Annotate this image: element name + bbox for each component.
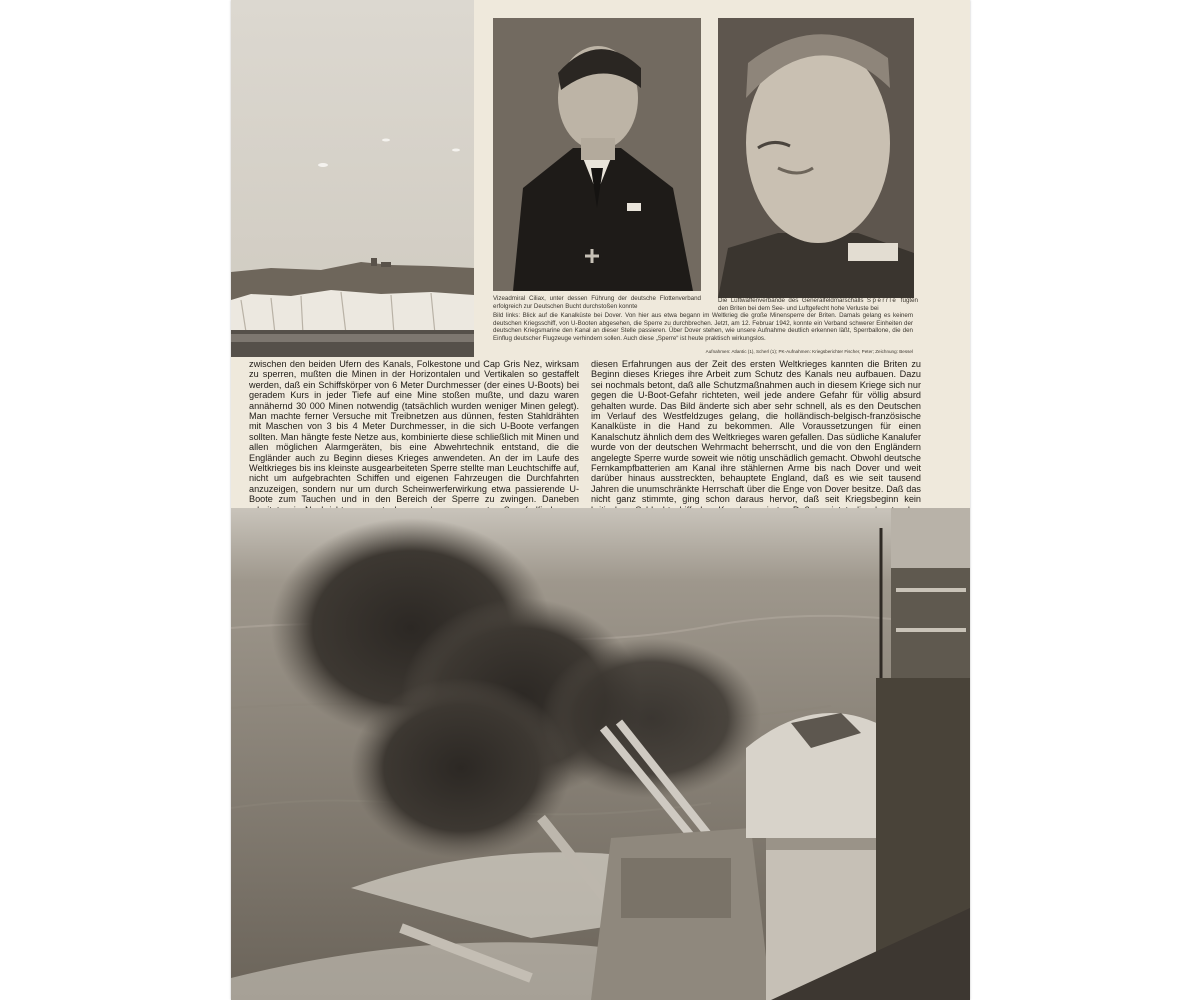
general-caption xyxy=(718,297,918,312)
magazine-page xyxy=(231,0,970,1000)
photo-credits: Aufnahmen: Atlantic (1), Scherl (1); PK-Aufnahmen: Kriegsberichter Fischer, Peter; Zeichnung: Bessel xyxy=(705,349,913,354)
general-portrait-photo xyxy=(718,18,914,298)
admiral-portrait-photo xyxy=(493,18,701,291)
dover-caption: Bild links: Blick auf die Kanalküste bei Dover. Von hier aus etwa begann im Weltkrieg die große Minensperre der Briten. Damals gelang es keinem deutschen Kriegsschiff, von U-Booten abgesehen, die Sperre zu durchbrechen. Jetzt, am 12. Februar 1942, konnte ein Verband schwerer Einheiten der deutschen Kriegsmarine den Kanal an dieser Stelle passieren. Über Dover stehen, wie unsere Aufnahme deutlich erkennen läßt, Sperrballone, die den Einflug deutscher Flugzeuge verhindern sollen. Auch diese „Sperre“ ist heute praktisch wirkungslos. xyxy=(493,312,913,342)
battleship-firing-image xyxy=(231,508,970,1000)
admiral-portrait-image xyxy=(493,18,701,291)
general-portrait-image xyxy=(718,18,914,298)
article-right-text-before: diesen Erfahrungen aus der Zeit des ersten Weltkrieges kannten die Briten zu Beginn dieses Krieges ihre Arbeit zum Schutz des Kanals neu aufbauen. Dazu sei nochmals betont, daß alle Schutzmaßnahmen auch in diesem Kriege sich nur gegen die U-Boot-Gefahr richteten, weil jede andere Gefahr für völlig absurd gehalten wurde. Das Bild änderte sich aber sehr schnell, als es den Deutschen im Verlauf des Westfeldzuges gelang, die holländisch-belgisch-französische Kanalküste in die Hand zu bekommen. Alle Voraussetzungen für einen Kanalschutz ähnlich dem des Weltkrieges waren gefallen. Das südliche Kanalufer wurde von der deutschen Wehrmacht beherrscht, und die von den Engländern angelegte Sperre wurde soweit wie nötig unschädlich gemacht. Obwohl deutsche Fernkampfbatterien am Kanal ihre stählernen Arme bis nach Dover und weit darüber hinaus ausstreckten, behauptete England, daß es wie seit tausend Jahren die unumschränkte Herrschaft über die Enge von Dover besitze. Daß das nicht ganz stimmte, ging schon daraus hervor, daß seit Kriegsbeginn kein xyxy=(591,359,921,505)
general-caption-after: fügten den Briten bei dem See- und Luftgefecht hohe Verluste bei xyxy=(718,297,918,312)
dover-coast-photo xyxy=(231,0,474,357)
dover-coast-image xyxy=(231,0,474,357)
general-caption-name: Sperrle xyxy=(866,297,898,304)
battleship-firing-photo xyxy=(231,508,970,1000)
general-caption-before: Die Luftwaffenverbände des Generalfeldmarschalls xyxy=(718,297,864,304)
admiral-caption: Vizeadmiral Ciliax, unter dessen Führung der deutsche Flottenverband erfolgreich zur Deutschen Bucht durchstoßen konnte xyxy=(493,295,701,310)
article-column-left: zwischen den beiden Ufern des Kanals, Folkestone und Cap Gris Nez, wirksam zu sperren, mußten die Minen in der Horizontalen und Vertikalen so gestaffelt werden, daß ein Schiffskörper von 6 Meter Durchmesser (der eines U-Boots) bei geradem Kurs in jeder Tiefe auf eine Mine stoßen mußte, und dazu waren annähernd 30 000 Minen notwendig (tatsächlich wurden weniger Minen gelegt). Man machte ferner Versuche mit Treibnetzen aus dünnen, festen Stahldrähten mit Maschen von 3 bis 4 Meter Durchmesser, in die sich U-Boote verfangen sollten. Man hängte feste Netze aus, kombinierte diese schließlich mit Minen und allen möglichen Alarmgeräten, bis eine Abwehrtechnik entstand, die die Engländer auch zu Beginn dieses Krieges anwendeten. An der im Laufe des Weltkrieges bis ins kleinste ausgearbeiteten Sperre stellte man Leuchtschiffe auf, nicht um aufgebrachten Schiffen und eigenen Fahrzeugen die Durchfahrten anzuzeigen, sondern nur um durch Scheinwerferwirkung etwa passierende U-Boote zum Tauchen und in den Bereich der Sperre zu zwingen. Daneben xyxy=(249,359,579,505)
